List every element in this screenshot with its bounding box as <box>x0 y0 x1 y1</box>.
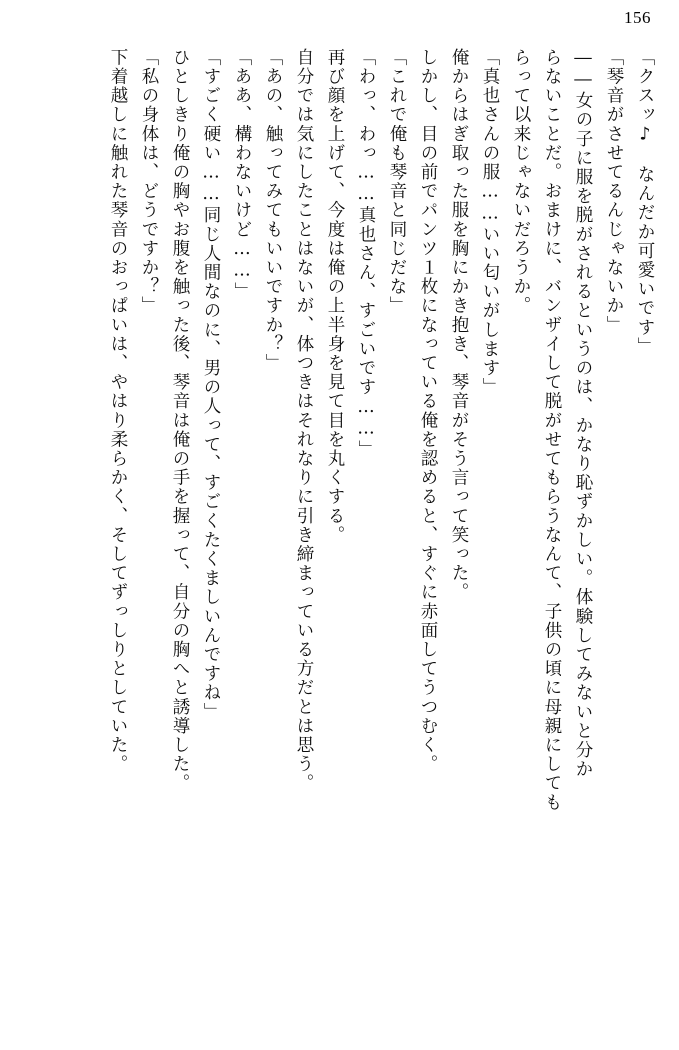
text-line: 「ああ、構わないけど……」 <box>232 48 252 302</box>
text-line: 俺からはぎ取った服を胸にかき抱き、琴音がそう言って笑った。 <box>449 48 469 602</box>
text-line: 再び顔を上げて、今度は俺の上半身を見て目を丸くする。 <box>325 48 345 545</box>
text-line: 「クスッ♪ なんだか可愛いです」 <box>635 48 655 357</box>
text-line: しかし、目の前でパンツ１枚になっている俺を認めると、すぐに赤面してうつむく。 <box>418 48 438 774</box>
text-line: 「あの、触ってみてもいいですか？」 <box>263 48 283 373</box>
text-line: らって以来じゃないだろうか。 <box>511 48 531 316</box>
page-number: 156 <box>624 8 651 27</box>
text-line: らないことだ。おまけに、バンザイして脱がせてもらうなんて、子供の頃に母親にしても <box>542 48 562 812</box>
text-line: 「すごく硬い……同じ人間なのに、男の人って、すごくたくましいんですね」 <box>201 48 221 722</box>
text-line: 「琴音がさせてるんじゃないか」 <box>604 48 624 335</box>
text-line: 「私の身体は、どうですか？」 <box>139 48 159 316</box>
text-line: ――女の子に服を脱がされるというのは、かなり恥ずかしい。体験してみないと分か <box>573 48 593 779</box>
body-text-block <box>26 48 653 1028</box>
text-line: 自分では気にしたことはないが、体つきはそれなりに引き締まっている方だとは思う。 <box>294 48 314 793</box>
text-line: ひとしきり俺の胸やお腹を触った後、琴音は俺の手を握って、自分の胸へと誘導した。 <box>170 48 190 793</box>
text-line: 「真也さんの服……いい匂いがします」 <box>480 48 500 397</box>
text-line: 「わっ、わっ……真也さん、すごいです……」 <box>356 48 376 460</box>
text-line: 下着越しに触れた琴音のおっぱいは、やはり柔らかく、そしてずっしりとしていた。 <box>108 48 128 774</box>
text-line: 「これで俺も琴音と同じだな」 <box>387 48 407 316</box>
